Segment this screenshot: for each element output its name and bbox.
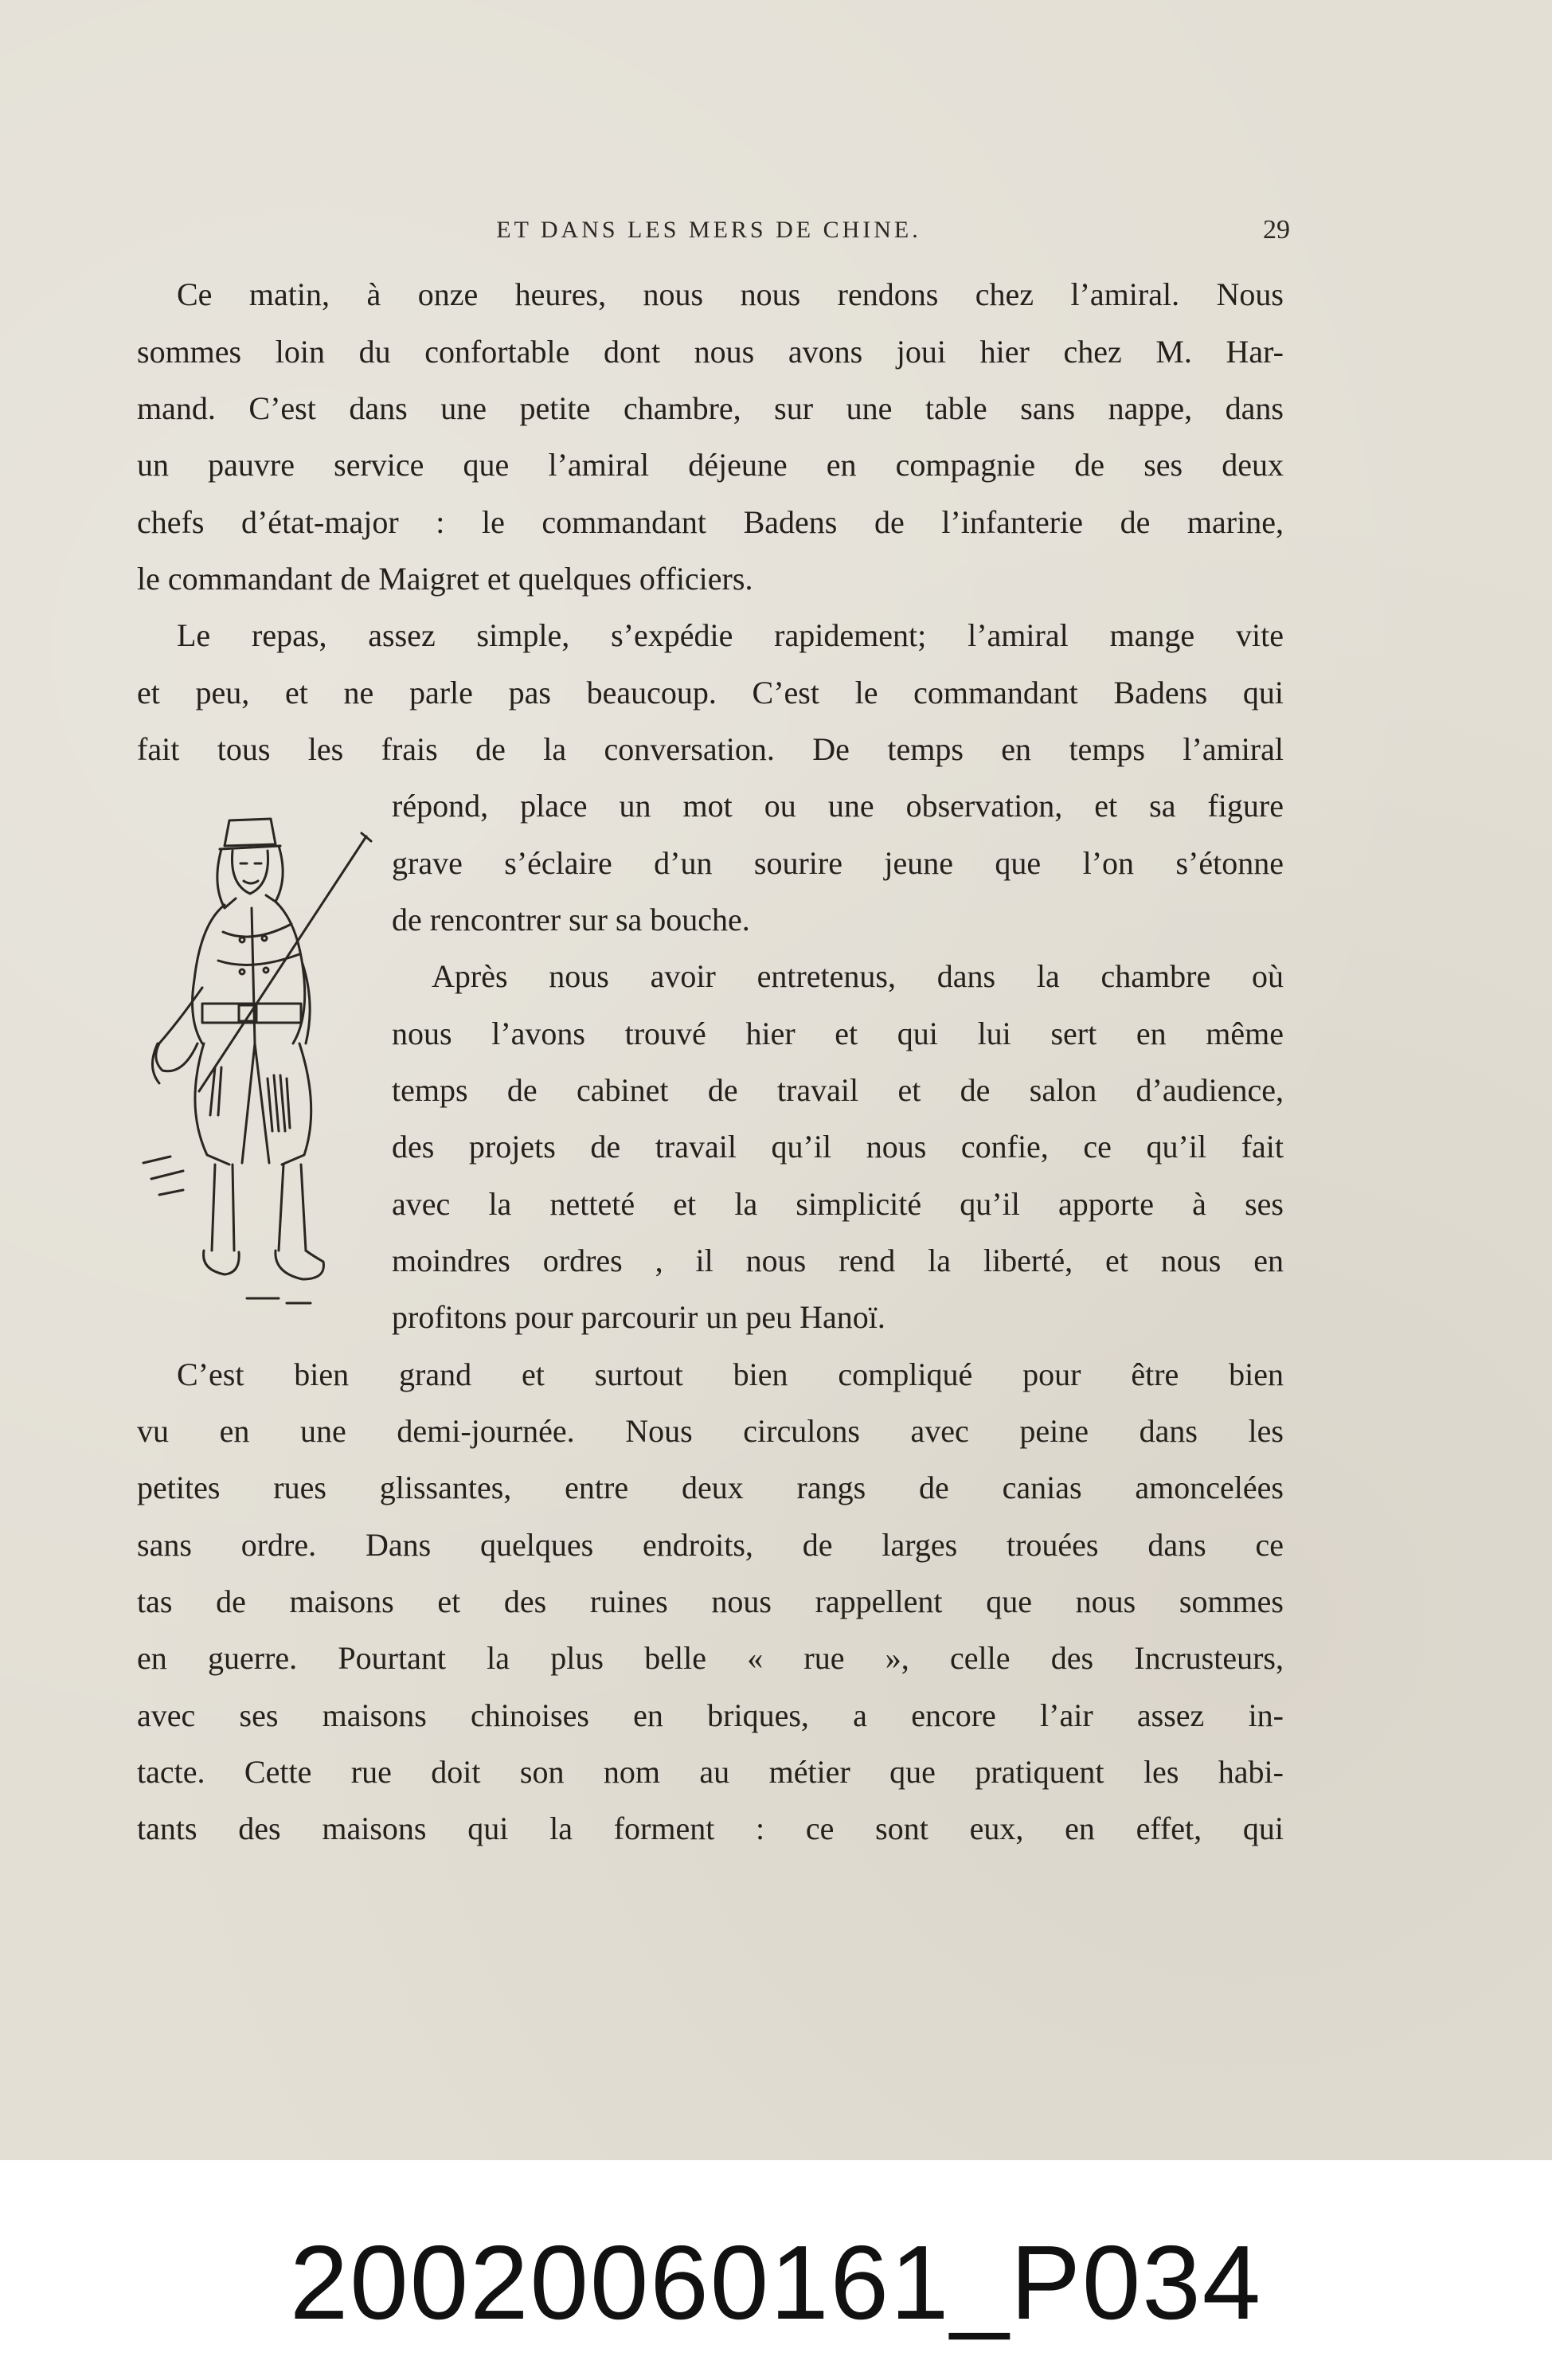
text-line: sommes loin du confortable dont nous avons joui hier chez M. Har-: [137, 334, 1284, 370]
text-line: un pauvre service que l’amiral déjeune en compagnie de ses deux: [137, 447, 1284, 483]
text-line: répond, place un mot ou une observation, et sa figure: [392, 788, 1284, 824]
text-line: Après nous avoir entretenus, dans la chambre où: [432, 958, 1284, 994]
text-line: chefs d’état-major : le commandant Badens de l’infanterie de marine,: [137, 504, 1284, 540]
text-line: Ce matin, à onze heures, nous nous rendons chez l’amiral. Nous: [177, 276, 1284, 312]
image-identifier: 20020060161_P034: [289, 2224, 1263, 2341]
text-line: de rencontrer sur sa bouche.: [392, 902, 750, 938]
text-line: moindres ordres , il nous rend la liberté, et nous en: [392, 1243, 1284, 1278]
text-line: tants des maisons qui la forment : ce sont eux, en effet, qui: [137, 1810, 1284, 1846]
text-line: sans ordre. Dans quelques endroits, de larges trouées dans ce: [137, 1527, 1284, 1563]
text-line: tas de maisons et des ruines nous rappellent que nous sommes: [137, 1583, 1284, 1619]
text-line: en guerre. Pourtant la plus belle « rue », celle des Incrusteurs,: [137, 1640, 1284, 1676]
text-line: mand. C’est dans une petite chambre, sur une table sans nappe, dans: [137, 390, 1284, 426]
text-line: vu en une demi-journée. Nous circulons avec peine dans les: [137, 1413, 1284, 1449]
text-line: des projets de travail qu’il nous confie, ce qu’il fait: [392, 1129, 1284, 1165]
text-line: temps de cabinet de travail et de salon d’audience,: [392, 1072, 1284, 1108]
text-line: profitons pour parcourir un peu Hanoï.: [392, 1299, 885, 1335]
text-line: petites rues glissantes, entre deux rangs de canias amoncelées: [137, 1470, 1284, 1505]
text-line: avec la netteté et la simplicité qu’il apporte à ses: [392, 1186, 1284, 1222]
text-line: et peu, et ne parle pas beaucoup. C’est le commandant Badens qui: [137, 675, 1284, 710]
text-line: tacte. Cette rue doit son nom au métier que pratiquent les habi-: [137, 1754, 1284, 1790]
text-line: grave s’éclaire d’un sourire jeune que l’on s’étonne: [392, 845, 1284, 881]
text-line: Le repas, assez simple, s’expédie rapidement; l’amiral mange vite: [177, 617, 1284, 653]
soldier-with-rifle-icon: [135, 804, 374, 1314]
text-line: nous l’avons trouvé hier et qui lui sert en même: [392, 1016, 1284, 1051]
running-head: ET DANS LES MERS DE CHINE.: [496, 217, 921, 243]
text-line: fait tous les frais de la conversation. De temps en temps l’amiral: [137, 731, 1284, 767]
text-line: le commandant de Maigret et quelques officiers.: [137, 561, 753, 597]
text-line: C’est bien grand et surtout bien compliqué pour être bien: [177, 1356, 1284, 1392]
text-line: avec ses maisons chinoises en briques, a encore l’air assez in-: [137, 1697, 1284, 1733]
page-number: 29: [1263, 215, 1290, 245]
